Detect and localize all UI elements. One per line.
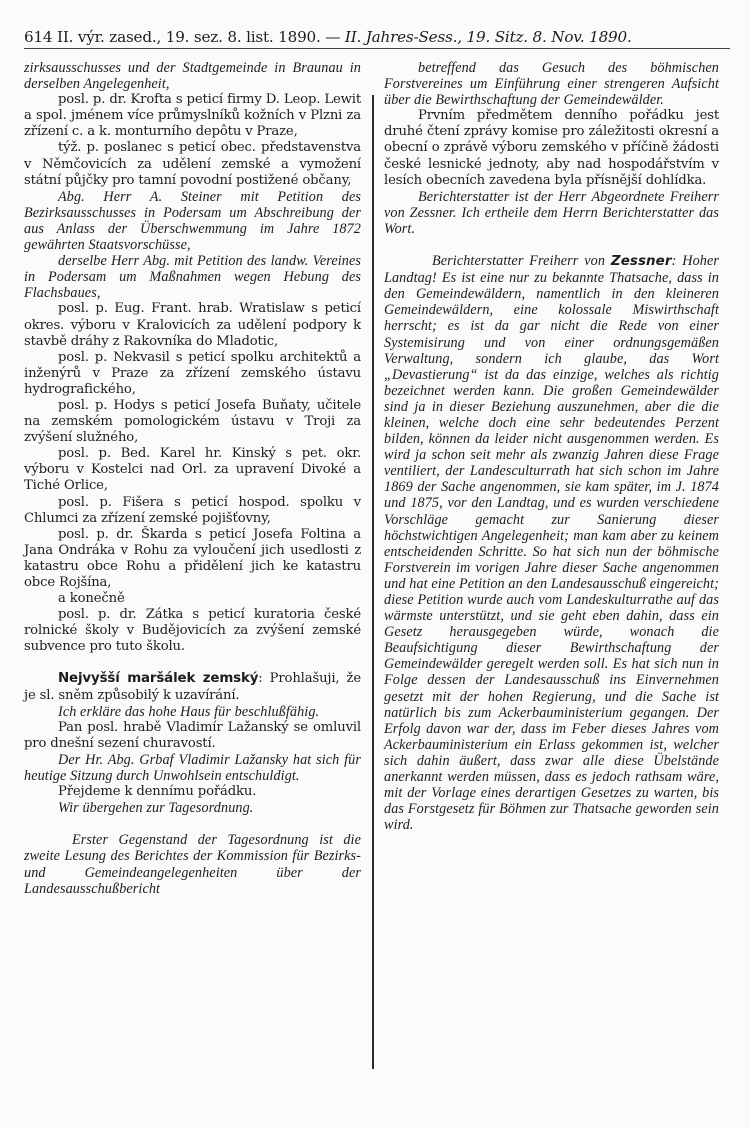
petition-skarda: posl. p. dr. Škarda s peticí Josefa Foltina a Jana Ondráka v Rohu za vyloučení jich usedlosti z katastru obce Rohu a přidělení jich ke katastru obce Rojšína, xyxy=(24,526,361,590)
spacer xyxy=(384,237,719,253)
agenda-transition-czech: Přejdeme k dennímu pořádku. xyxy=(58,784,257,800)
marshal-statement-czech xyxy=(24,671,361,703)
petition-kinsky: posl. p. Bed. Karel hr. Kinský s pet. okr. výboru v Kostelci nad Orl. za upravení Divoké a Tiché Orlice, xyxy=(24,446,361,494)
first-agenda-item-german: Erster Gegenstand der Tagesordnung ist die zweite Lesung des Berichtes der Kommission für Bezirks- und Gemeindeangelegenheiten über der Landesausschußbericht xyxy=(24,832,361,897)
right-column xyxy=(384,60,719,833)
marshal-statement-german: Ich erkläre das hohe Haus für beschlußfähig. xyxy=(58,703,320,720)
petition-fisera: posl. p. Fišera s peticí hospod. spolku v Chlumci za zřízení zemské pojišťovny, xyxy=(24,494,361,526)
zessner-speech xyxy=(384,253,719,833)
finally-label: a konečně xyxy=(58,591,125,607)
lazansky-excuse-german: Der Hr. Abg. Grbaf Vladimir Lažansky hat sich für heutige Sitzung durch Unwohlsein entschuldigt. xyxy=(24,751,361,785)
first-agenda-item-czech: Prvním předmětem denního pořádku jest druhé čtení zprávy komise pro záležitosti okresní a obecní o zprávě výboru zemského v příčině žádosti české lesnické jednoty, aby nad hospodářstvím v lesích obecních zavedena byla přísnější dohlídka. xyxy=(384,108,719,188)
petition-flachsbau: derselbe Herr Abg. mit Petition des landw. Vereines in Podersam um Maßnahmen wegen Hebung des Flachsbaues, xyxy=(24,253,361,302)
petition-hodys: posl. p. Hodys s peticí Josefa Buňaty, učitele na zemském pomologickém ústavu v Troji za zvýšení služného, xyxy=(24,397,361,446)
speaker-name: Nejvyšší maršálek zemský xyxy=(58,671,259,687)
petition-nekvasil: posl. p. Nekvasil s peticí spolku architektů a inženýrů v Praze za zřízení zemského ústavu hydrografického, xyxy=(24,349,361,397)
spacer xyxy=(24,816,361,832)
header-german-session: II. Jahres-Sess., 19. Sitz. 8. Nov. 1890. xyxy=(344,28,632,46)
agenda-transition-german: Wir übergehen zur Tagesordnung. xyxy=(58,800,254,817)
header-separator: — xyxy=(325,28,341,46)
speaker-name: Zessner xyxy=(610,254,672,270)
petition-nemcovice: týž. p. poslanec s peticí obec. představenstva v Němčovicích za udělení zemské a vymožení státní půjčky pro tamní povodní postižené občany, xyxy=(24,140,361,188)
petition-krofta: posl. p. dr. Krofta s peticí firmy D. Leop. Lewit a spol. jménem více průmyslníků kožních v Plzni za zřízení c. a k. monturního depôtu v Praze, xyxy=(24,92,361,140)
petition-wratislaw: posl. p. Eug. Frant. hrab. Wratislaw s peticí okres. výboru v Kralovicích za udělení podpory k stavbě dráhy z Rakovníka do Mladotic, xyxy=(24,301,361,349)
left-column xyxy=(24,60,361,897)
page-number: 614 xyxy=(24,28,53,46)
petition-braunau-continuation: zirksausschusses und der Stadtgemeinde in Braunau in derselben Angelegenheit, xyxy=(24,60,361,93)
rapporteur-announcement: Berichterstatter ist der Herr Abgeordnete Freiherr von Zessner. Ich ertheile dem Herrn Berichterstatter das Wort. xyxy=(384,188,719,237)
speech-text: : Hoher Landtag! Es ist eine nur zu bekannte Thatsache, dass in den Gemeindewäldern, namentlich in den kleineren Gemeindewäldern, eine kolossale Miswirthschaft herrscht; es ist da gar nicht die Rede von einer Systemisirung und von einer ordnungsgemäßen Verwaltung, sondern ich glaube, das Wort „Devastierung“ ist da das einzige, welches als richtig bezeichnet werden kann. Die großen Gemeindewälder sind ja in dieser Beziehung auszunehmen, aber die die kleinen, welche doch eine sehr bedeutendes Perzent bilden, können da leider nicht ausgenommen werden. Es wird ja schon seit mehr als zwanzig Jahren diese Frage ventiliert, der Landesculturrath hat sich schon im Jahre 1869 der Sache angenommen, sie kam später, im J. 1874 und 1875, vor den Landtag, und es wurden verschiedene Vorschläge gemacht zur Sanierung dieser höchstwichtigen Angelegenheit; man kam aber zu keinem entscheidenden Schritte. So hat sich nun der böhmische Forstverein im vorigen Jahre dieser Sache angenommen und hat eine Petition an den Landesausschuß eingereicht; diese Petition wurde auch vom Landeskulturrathe auf das wärmste unterstützt, und sie geht eben dahin, dass ein Gesetz herausgegeben würde, wonach die Beaufsichtigung dieser Bewirthschaftung der Gemeindewälder geregelt werden soll. Es hat sich nun in Folge dessen der Landesausschuß ins Einvernehmen gesetzt mit der hohen Regierung, und die Sache ist natürlich bis zum Ackerbauministerium gegangen. Der Erfolg davon war der, dass im Feber dieses Jahres vom Ackerbauministerium ein Erlass gekommen ist, welcher sich dahin äußert, dass zwar alle diese Übelstände anerkannt werden müssen, dass es jedoch rathsam wäre, mit der Vorlage eines derartigen Gesetzes zu warten, bis das Forstgesetz für Böhmen zur Thatsache geworden sein wird. xyxy=(384,253,719,834)
page-header xyxy=(24,28,730,49)
header-czech-session: II. výr. zased., 19. sez. 8. list. 1890. xyxy=(57,28,321,46)
speech-intro: Berichterstatter Freiherr von xyxy=(432,253,606,270)
lazansky-excuse-czech: Pan posl. hrabě Vladimír Lažanský se omluvil pro dnešní sezení churavostí. xyxy=(24,719,361,751)
petition-steiner-podersam: Abg. Herr A. Steiner mit Petition des Bezirksausschusses in Podersam um Abschreibung der aus Anlass der Überschwemmung im Jahre 1872 gewährten Staatsvorschüsse, xyxy=(24,188,361,254)
marshal-statement-text: : Prohlašuji, že je sl. sněm způsobilý k uzavírání. xyxy=(24,671,361,703)
spacer xyxy=(24,655,361,671)
column-divider xyxy=(372,95,374,1069)
first-agenda-item-german-continuation: betreffend das Gesuch des böhmischen Forstvereines um Einführung einer strengeren Aufsicht über die Bewirthschaftung der Gemeindewälder. xyxy=(384,60,719,109)
petition-zatka: posl. p. dr. Zátka s peticí kuratoria české rolnické školy v Budějovicích za zvýšení zemské subvence pro tuto školu. xyxy=(24,607,361,655)
